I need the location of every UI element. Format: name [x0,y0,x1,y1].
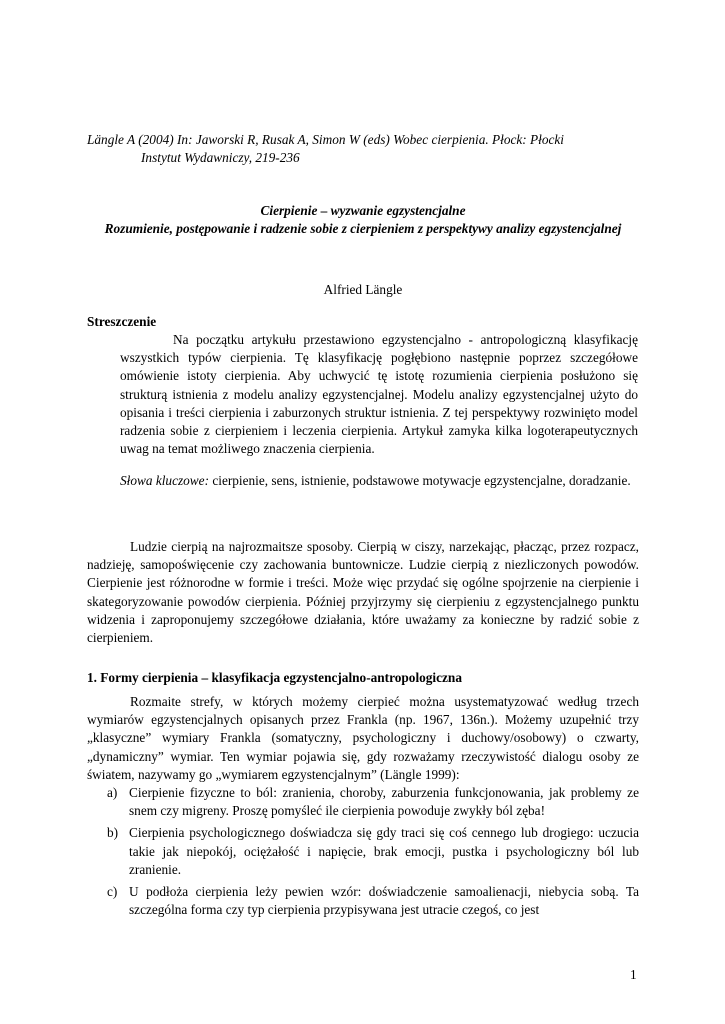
keywords-label: Słowa kluczowe: [120,473,210,488]
intro-paragraph: Ludzie cierpią na najrozmaitsze sposoby. Cierpią w ciszy, narzekając, płacząc, przez rozpacz, nadzieję, samopoświęcenie czy zachowania buntownicze. Ludzie cierpią z niezliczonych powodów. Cierpienie jest różnorodne w formie i treści. Może więc przydać się ogólne spojrzenie na cierpienie i skategoryzowanie powodów cierpienia. Później przyjrzymy się cierpieniu z egzystencjalnego punktu widzenia i zaproponujemy szczegółowe działania, które uważamy za konieczne by radzić sobie z cierpieniem. [87,539,639,646]
citation [87,131,647,167]
suffering-types-list [107,784,639,923]
list-item [107,784,639,820]
list-item-label: b) [107,825,119,841]
abstract-body [120,331,638,458]
section-1-paragraph: Rozmaite strefy, w których możemy cierpieć można usystematyzować według trzech wymiarów egzystencjalnych opisanych przez Frankla (np. 1967, 136n.). Możemy uzupełnić trzy „klasyczne” wymiary Frankla (somatyczny, psychologiczny i duchowy/osobowy) o czwarty, „dynamiczny” wymiar. Ten wymiar pojawia się, gdy rozważamy rzeczywistość dialogu osoby ze światem, nazywamy go „wymiarem egzystencjalnym” (Längle 1999): [87,694,639,782]
keywords-text: cierpienie, sens, istnienie, podstawowe motywacje egzystencjalne, doradzanie. [212,473,631,488]
abstract-text: Na początku artykułu przestawiono egzystencjalno - antropologiczną klasyfikację wszystkich typów cierpienia. Tę klasyfikację pogłębiono następnie poprzez szczegółowe omówienie istoty cierpienia. Aby uchwycić tę istotę rozumienia cierpienia posłużono się strukturą istnienia z modelu analizy egzystencjalnej. Modelu analizy egzystencjalnej użyto do opisania i treści cierpienia i zaburzonych struktur istnienia. Z tej perspektywy rozwinięto model radzenia sobie z cierpieniem i leczenia cierpienia. Artykuł zamyka kilka logoterapeutycznych uwag na temat możliwego znaczenia cierpienia. [120,332,638,457]
citation-line-2: Instytut Wydawniczy, 219-236 [141,150,300,166]
list-item [107,824,639,879]
abstract-heading: Streszczenie [87,314,157,329]
author: Alfried Längle [323,282,403,297]
list-item [107,883,639,919]
list-item-label: c) [107,884,118,900]
list-item-text: Cierpienie fizyczne to ból: zranienia, choroby, zaburzenia funkcjonowania, jak problemy ze snem czy migreny. Proszę pomyśleć ile cierpienia powoduje zwykły ból zęba! [129,785,639,819]
title-block [87,202,639,238]
list-item-text: U podłoża cierpienia leży pewien wzór: doświadczenie samoalienacji, niebycia sobą. Ta szczególna forma czy typ cierpienia przypisywana jest utracie czegoś, co jest [129,884,639,918]
list-item-label: a) [107,785,118,800]
page-number: 1 [630,967,637,982]
citation-line-1: Längle A (2004) In: Jaworski R, Rusak A, Simon W (eds) Wobec cierpienia. Płock: Płocki [87,132,564,147]
section-1-heading: 1. Formy cierpienia – klasyfikacja egzystencjalno-antropologiczna [87,670,462,685]
paper-subtitle: Rozumienie, postępowanie i radzenie sobie z cierpieniem z perspektywy analizy egzystencjalnej [104,221,622,237]
keywords [120,472,638,490]
list-item-text: Cierpienia psychologicznego doświadcza się gdy traci się coś cennego lub drogiego: uczucia takie jak niepokój, ociężałość i napięcie, brak emocji, pustka i psychologiczny ból lub zranienie. [129,825,639,877]
paper-title: Cierpienie – wyzwanie egzystencjalne [260,203,466,218]
